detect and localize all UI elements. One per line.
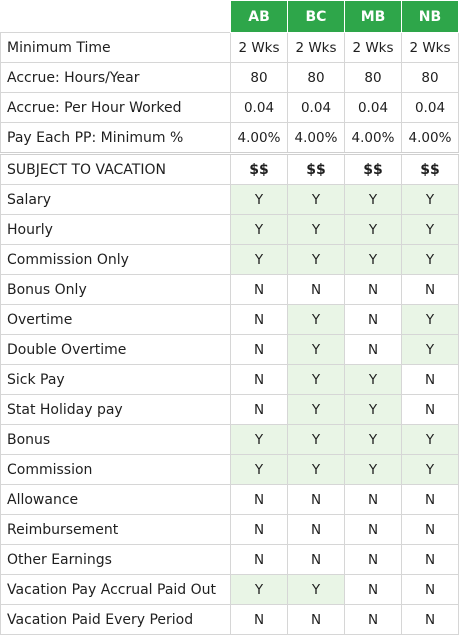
value-cell-mb: N: [345, 545, 402, 575]
value-cell-mb: N: [345, 575, 402, 605]
subject-row: [1, 305, 459, 335]
row-label: Double Overtime: [1, 335, 231, 365]
value-cell-nb: N: [402, 275, 459, 305]
value-cell-ab: N: [231, 395, 288, 425]
value-cell-mb: Y: [345, 245, 402, 275]
value-cell-mb: N: [345, 605, 402, 635]
value-cell-nb: N: [402, 365, 459, 395]
value-cell-ab: N: [231, 305, 288, 335]
subject-header-dollar-ab: $$: [231, 154, 288, 185]
subject-row: [1, 425, 459, 455]
value-cell-mb: 0.04: [345, 93, 402, 123]
subject-row: [1, 185, 459, 215]
value-cell-bc: 0.04: [288, 93, 345, 123]
subject-header-label: SUBJECT TO VACATION: [1, 154, 231, 185]
value-cell-bc: Y: [288, 245, 345, 275]
subject-row: [1, 215, 459, 245]
value-cell-bc: Y: [288, 215, 345, 245]
value-cell-ab: Y: [231, 185, 288, 215]
value-cell-bc: Y: [288, 455, 345, 485]
value-cell-mb: Y: [345, 365, 402, 395]
value-cell-ab: 80: [231, 63, 288, 93]
value-cell-bc: Y: [288, 425, 345, 455]
summary-row: [1, 123, 459, 154]
subject-header-row: [1, 154, 459, 185]
subject-header-dollar-bc: $$: [288, 154, 345, 185]
value-cell-ab: 4.00%: [231, 123, 288, 154]
summary-row: [1, 33, 459, 63]
value-cell-bc: N: [288, 545, 345, 575]
value-cell-bc: Y: [288, 575, 345, 605]
value-cell-ab: N: [231, 515, 288, 545]
row-label: Allowance: [1, 485, 231, 515]
subject-row: [1, 335, 459, 365]
value-cell-nb: 2 Wks: [402, 33, 459, 63]
row-label: Sick Pay: [1, 365, 231, 395]
value-cell-bc: Y: [288, 185, 345, 215]
value-cell-ab: N: [231, 485, 288, 515]
subject-row: [1, 605, 459, 635]
value-cell-ab: N: [231, 275, 288, 305]
value-cell-nb: 80: [402, 63, 459, 93]
row-label: Other Earnings: [1, 545, 231, 575]
subject-row: [1, 545, 459, 575]
province-header-ab: AB: [231, 1, 288, 33]
value-cell-nb: Y: [402, 215, 459, 245]
value-cell-bc: 2 Wks: [288, 33, 345, 63]
value-cell-ab: 0.04: [231, 93, 288, 123]
subject-header-dollar-mb: $$: [345, 154, 402, 185]
value-cell-bc: Y: [288, 365, 345, 395]
value-cell-nb: N: [402, 485, 459, 515]
value-cell-mb: N: [345, 275, 402, 305]
value-cell-nb: N: [402, 545, 459, 575]
value-cell-nb: Y: [402, 245, 459, 275]
row-label: Accrue: Hours/Year: [1, 63, 231, 93]
row-label: Overtime: [1, 305, 231, 335]
value-cell-bc: N: [288, 485, 345, 515]
province-header-mb: MB: [345, 1, 402, 33]
value-cell-mb: Y: [345, 455, 402, 485]
subject-header-dollar-nb: $$: [402, 154, 459, 185]
value-cell-nb: Y: [402, 455, 459, 485]
value-cell-ab: Y: [231, 215, 288, 245]
row-label: Pay Each PP: Minimum %: [1, 123, 231, 154]
value-cell-ab: Y: [231, 425, 288, 455]
subject-row: [1, 485, 459, 515]
value-cell-nb: N: [402, 575, 459, 605]
value-cell-nb: 4.00%: [402, 123, 459, 154]
subject-row: [1, 575, 459, 605]
value-cell-mb: Y: [345, 425, 402, 455]
subject-row: [1, 515, 459, 545]
province-header-row: [1, 1, 459, 33]
value-cell-mb: N: [345, 305, 402, 335]
value-cell-nb: N: [402, 605, 459, 635]
row-label: Salary: [1, 185, 231, 215]
value-cell-ab: Y: [231, 575, 288, 605]
row-label: Commission Only: [1, 245, 231, 275]
province-header-bc: BC: [288, 1, 345, 33]
value-cell-ab: N: [231, 365, 288, 395]
subject-row: [1, 245, 459, 275]
subject-section: [1, 154, 459, 635]
value-cell-mb: 80: [345, 63, 402, 93]
row-label: Bonus Only: [1, 275, 231, 305]
subject-row: [1, 455, 459, 485]
value-cell-mb: Y: [345, 185, 402, 215]
value-cell-mb: Y: [345, 395, 402, 425]
value-cell-bc: N: [288, 605, 345, 635]
row-label: Stat Holiday pay: [1, 395, 231, 425]
value-cell-bc: N: [288, 515, 345, 545]
value-cell-nb: N: [402, 395, 459, 425]
row-label: Accrue: Per Hour Worked: [1, 93, 231, 123]
value-cell-nb: Y: [402, 335, 459, 365]
row-label: Hourly: [1, 215, 231, 245]
summary-row: [1, 93, 459, 123]
subject-row: [1, 395, 459, 425]
value-cell-mb: N: [345, 515, 402, 545]
value-cell-bc: Y: [288, 305, 345, 335]
value-cell-mb: N: [345, 485, 402, 515]
value-cell-bc: Y: [288, 335, 345, 365]
value-cell-bc: 80: [288, 63, 345, 93]
value-cell-ab: Y: [231, 455, 288, 485]
row-label: Vacation Paid Every Period: [1, 605, 231, 635]
value-cell-mb: 4.00%: [345, 123, 402, 154]
row-label: Reimbursement: [1, 515, 231, 545]
row-label: Bonus: [1, 425, 231, 455]
row-label: Commission: [1, 455, 231, 485]
value-cell-ab: Y: [231, 245, 288, 275]
value-cell-nb: Y: [402, 425, 459, 455]
value-cell-bc: 4.00%: [288, 123, 345, 154]
value-cell-nb: Y: [402, 305, 459, 335]
value-cell-bc: N: [288, 275, 345, 305]
summary-section: [1, 33, 459, 154]
header-blank-cell: [1, 1, 231, 33]
row-label: Minimum Time: [1, 33, 231, 63]
row-label: Vacation Pay Accrual Paid Out: [1, 575, 231, 605]
value-cell-nb: 0.04: [402, 93, 459, 123]
value-cell-bc: Y: [288, 395, 345, 425]
value-cell-ab: 2 Wks: [231, 33, 288, 63]
province-header-nb: NB: [402, 1, 459, 33]
value-cell-mb: Y: [345, 215, 402, 245]
subject-row: [1, 275, 459, 305]
value-cell-ab: N: [231, 605, 288, 635]
value-cell-ab: N: [231, 335, 288, 365]
value-cell-mb: 2 Wks: [345, 33, 402, 63]
summary-row: [1, 63, 459, 93]
value-cell-ab: N: [231, 545, 288, 575]
subject-row: [1, 365, 459, 395]
value-cell-mb: N: [345, 335, 402, 365]
value-cell-nb: N: [402, 515, 459, 545]
value-cell-nb: Y: [402, 185, 459, 215]
